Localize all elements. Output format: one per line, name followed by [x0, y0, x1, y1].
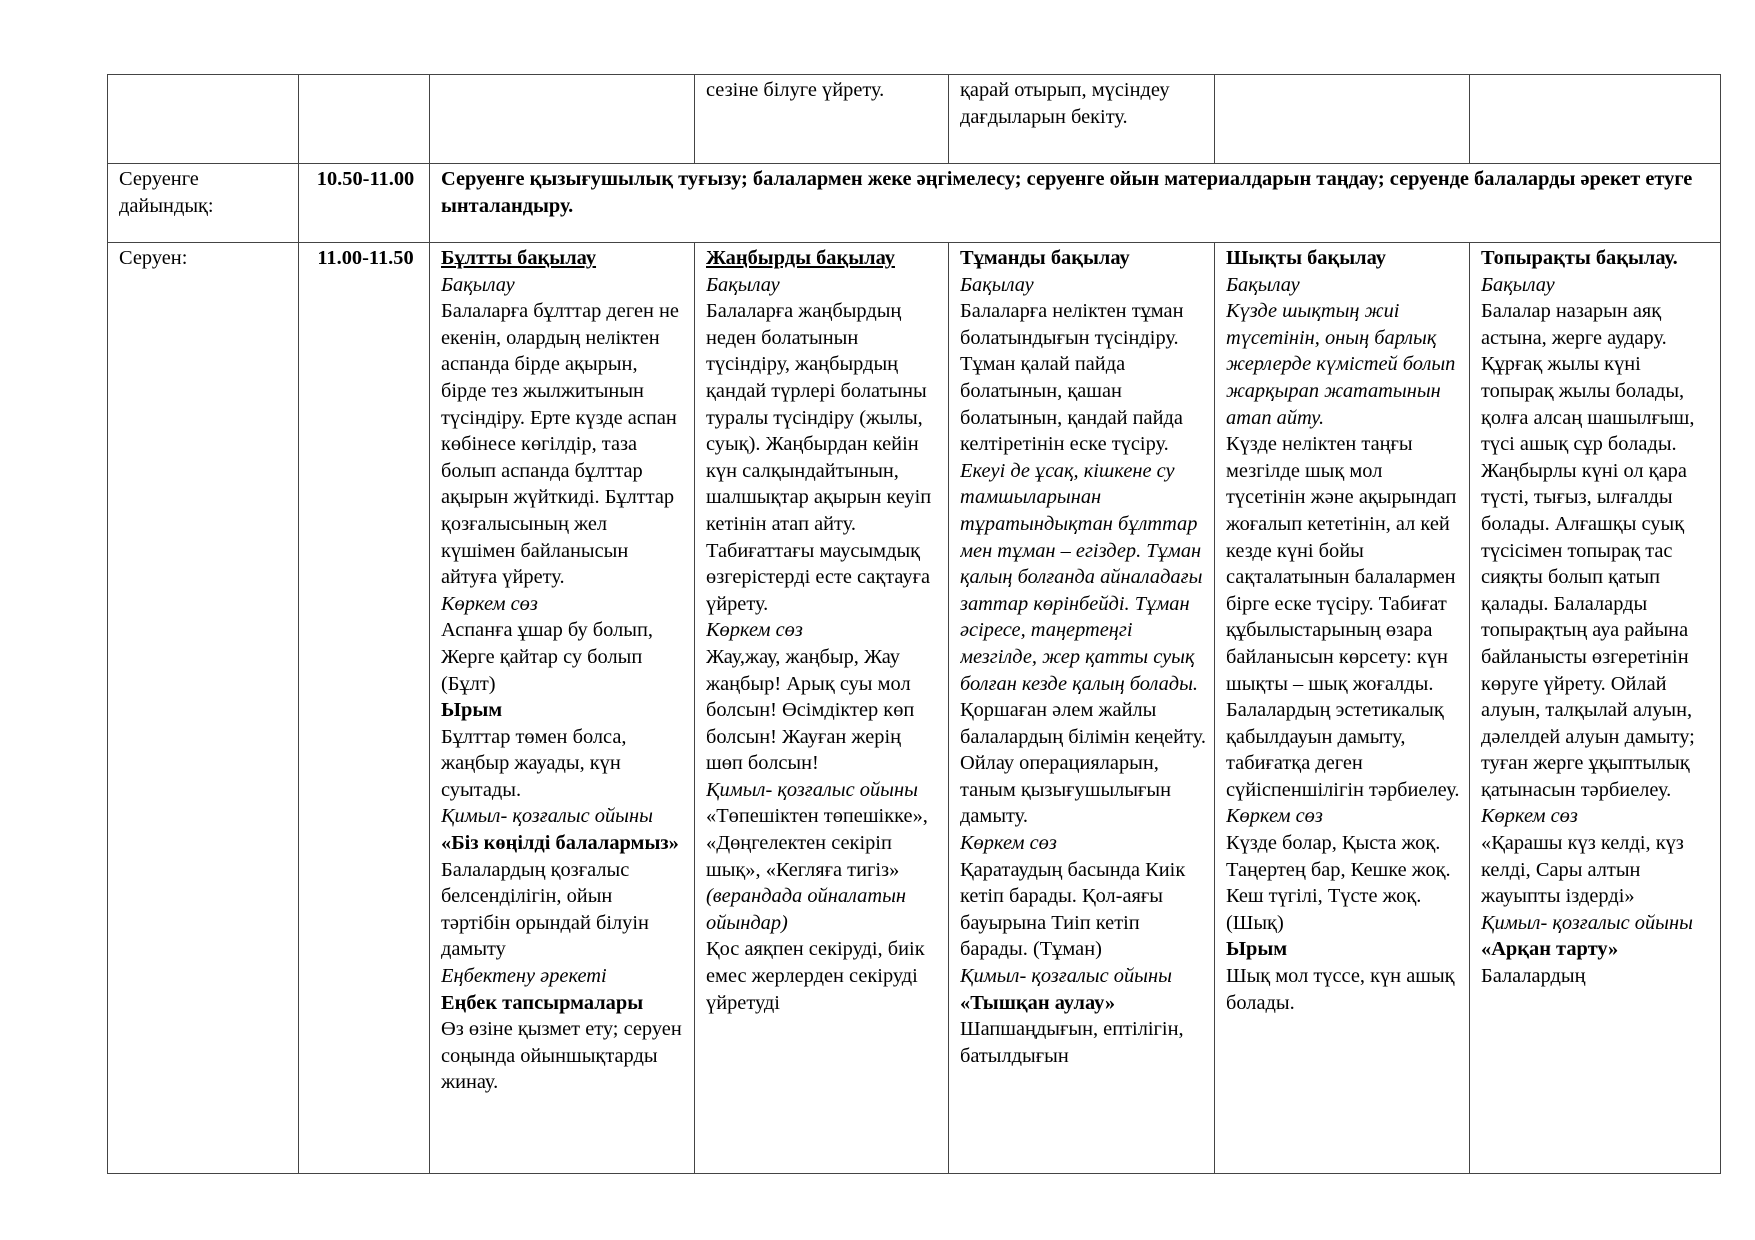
paragraph: Жау,жау, жаңбыр, Жау жаңбыр! Арық суы мол болсын! Өсімдіктер көп болсын! Жауған жерің шөп болсын! — [706, 645, 915, 775]
time-walk: 11.00-11.50 — [299, 243, 430, 1174]
section-heading: Көркем сөз — [1481, 805, 1578, 828]
bold-text: «Тышқан аулау» — [960, 991, 1116, 1014]
activity-title: Бұлтты бақылау — [441, 247, 597, 269]
section-heading: Бақылау — [1226, 273, 1300, 296]
section-heading: Күзде шықтың жиі түсетінін, оның барлық жерлерде күмістей болып жарқырап жататынын атап айту. — [1226, 300, 1456, 429]
section-heading: Бақылау — [706, 273, 780, 296]
section-heading: Бақылау — [441, 273, 515, 296]
section-heading: Көркем сөз — [706, 619, 803, 642]
paragraph: Бұлттар төмен болса, жаңбыр жауады, күн суытады. — [441, 725, 627, 801]
walk-cell — [1215, 243, 1470, 1174]
paragraph: Күзде неліктен таңғы мезгілде шық мол түсетінін және ақырындап жоғалып кететінін, ал кей кезде күні бойы сақталатынын балалармен бірге еске түсіру. Табиғат құбылыстарының өзара байланысын көрсету: күн шықты – шық жоғалды. Балалардың эстетикалық қабылдауын дамыту, табиғатқа деген сүйіспеншілігін тәрбиелеу. — [1226, 433, 1460, 801]
daily-plan-table — [107, 74, 1721, 1174]
activity-title: Топырақты бақылау. — [1481, 247, 1678, 269]
section-heading: Қимыл- қозғалыс ойыны — [1481, 911, 1693, 934]
walk-cell — [430, 243, 695, 1174]
paragraph: Қаратаудың басында Киік кетіп барады. Қол-аяғы бауырына Тиіп кетіп барады. (Тұман) — [960, 858, 1186, 961]
cell-empty — [299, 75, 430, 164]
section-heading: (верандада ойналатын ойындар) — [706, 885, 907, 934]
prep-content: Серуенге қызығушылық туғызу; балалармен жеке әңгімелесу; серуенге ойын материалдарын таңдау; серуенде балаларды әрекет етуге ынталандыру. — [430, 164, 1721, 243]
paragraph: Шық мол түссе, күн ашық болады. — [1226, 965, 1455, 1014]
paragraph: Балаларға бұлттар деген не екенін, олардың неліктен аспанда бірде ақырын, бірде тез жылжитынын түсіндіру. Ерте күзде аспан көбінесе көгілдір, таза болып аспанда бұлттар ақырын жүйткиді. Бұлттар қозғалысының жел күшімен байланысын айтуға үйрету. — [441, 300, 679, 589]
section-heading: Бақылау — [960, 273, 1034, 296]
walk-cell — [695, 243, 949, 1174]
table-row-continuation — [108, 75, 1721, 164]
row-label-prep: Серуенге дайындық: — [108, 164, 299, 243]
cell-empty — [1470, 75, 1721, 164]
section-heading: Еңбектену әрекеті — [441, 965, 607, 988]
paragraph: Балаларға жаңбырдың неден болатынын түсіндіру, жаңбырдың қандай түрлері болатыны туралы түсіндіру (жылы, суық). Жаңбырдан кейін күн салқындайтынын, шалшықтар ақырын кеуіп кетінін атап айту. Табиғаттағы маусымдық өзгерістерді есте сақтауға үйрету. — [706, 300, 932, 615]
paragraph: Өз өзіне қызмет ету; серуен соңында ойыншықтарды жинау. — [441, 1018, 682, 1094]
paragraph: Балалардың қозғалыс белсенділігін, ойын тәртібін орындай білуін дамыту — [441, 858, 649, 961]
bold-text: «Арқан тарту» — [1481, 938, 1619, 961]
cell-empty — [430, 75, 695, 164]
paragraph: Шапшаңдығын, ептілігін, батылдығын — [960, 1018, 1184, 1067]
section-heading: Қимыл- қозғалыс ойыны — [441, 805, 653, 828]
paragraph: Балаларға неліктен тұман болатындығын түсіндіру. Тұман қалай пайда болатынын, қашан болатынын, қандай пайда келтіретінін еске түсіру. — [960, 300, 1184, 456]
paragraph: Балалардың — [1481, 965, 1586, 988]
bold-text: Ырым — [1226, 938, 1288, 961]
section-heading: Екеуі де ұсақ, кішкене су тамшыларынан тұратындықтан бұлттар мен тұман – егіздер. Тұман қалың болғанда айналадағы заттар көрінбейді. Тұман әсіресе, таңертеңгі мезгілде, жер қатты суық болған кезде қалың болады. — [960, 459, 1203, 695]
cell-continued-text: сезіне білуге үйрету. — [695, 75, 949, 164]
bold-text: «Біз көңілді балалармыз» — [441, 832, 679, 855]
row-label-walk: Серуен: — [108, 243, 299, 1174]
walk-cell — [949, 243, 1215, 1174]
section-heading: Қимыл- қозғалыс ойыны — [960, 965, 1172, 988]
table-row-prep — [108, 164, 1721, 243]
cell-continued-text: қарай отырып, мүсіндеу дағдыларын бекіту. — [949, 75, 1215, 164]
paragraph: Балалар назарын аяқ астына, жерге аудару. Құрғақ жылы күні топырақ жылы болады, қолға алсаң шашылғыш, түсі ашық сұр болады. Жаңбырлы күні ол қара түсті, тығыз, ылғалды болады. Алғашқы суық түсісімен топырақ тас сияқты болып қатып қалады. Балаларды топырақтың ауа райына байланысты өзгеретінін көруге үйрету. Ойлай алуын, талқылай алуын, дәлелдей алуын дамыту; туған жерге ұқыптылық қатынасын тәрбиелеу. — [1481, 300, 1695, 801]
paragraph: «Қарашы күз келді, күз келді, Сары алтын жауыпты іздерді» — [1481, 832, 1684, 908]
section-heading: Көркем сөз — [960, 832, 1057, 855]
paragraph: «Төпешіктен төпешікке», «Дөңгелектен секіріп шық», «Кегляға тигіз» — [706, 805, 928, 881]
activity-title: Жаңбырды бақылау — [706, 247, 895, 269]
section-heading: Бақылау — [1481, 273, 1555, 296]
paragraph: Аспанға ұшар бу болып, Жерге қайтар су болып (Бұлт) — [441, 619, 653, 695]
walk-cell — [1470, 243, 1721, 1174]
section-heading: Қимыл- қозғалыс ойыны — [706, 778, 918, 801]
section-heading: Көркем сөз — [441, 592, 538, 615]
activity-title: Тұманды бақылау — [960, 247, 1130, 269]
paragraph: Қоршаған әлем жайлы балалардың білімін кеңейту. Ойлау операцияларын, таным қызығушылығын дамыту. — [960, 699, 1206, 828]
paragraph: Күзде болар, Қыста жоқ. Таңертең бар, Кешке жоқ. Кеш түгілі, Түсте жоқ. (Шық) — [1226, 832, 1451, 934]
cell-empty — [108, 75, 299, 164]
section-heading: Көркем сөз — [1226, 805, 1323, 828]
time-prep: 10.50-11.00 — [299, 164, 430, 243]
bold-text: Ырым — [441, 699, 503, 722]
bold-text: Еңбек тапсырмалары — [441, 991, 644, 1014]
paragraph: Қос аяқпен секіруді, биік емес жерлерден секіруді үйретуді — [706, 938, 925, 1014]
activity-title: Шықты бақылау — [1226, 247, 1386, 269]
cell-empty — [1215, 75, 1470, 164]
table-row-walk — [108, 243, 1721, 1174]
